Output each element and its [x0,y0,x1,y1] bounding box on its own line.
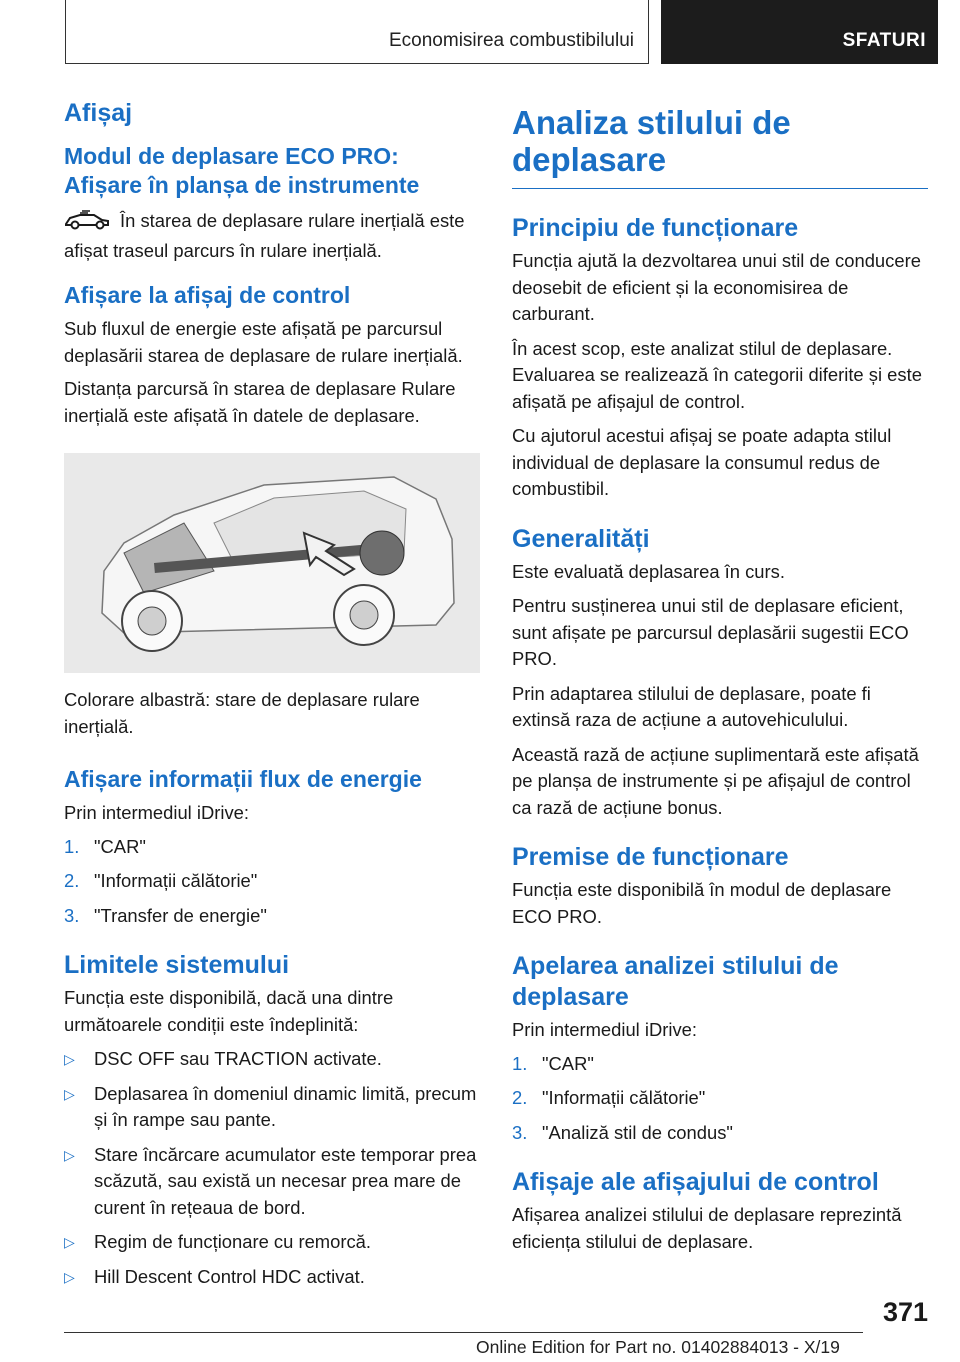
section-title: Economisirea combustibilului [389,30,634,51]
paragraph-general-3: Prin adaptarea stilului de deplasare, poate fi extinsă raza de acțiune a autovehiculului. [512,682,871,730]
car-drivetrain-illustration [64,453,480,673]
list-text: Hill Descent Control HDC activat. [94,1265,365,1287]
paragraph-eco-pro [64,208,480,264]
list-item [64,868,480,895]
paragraph-principle-3: Cu ajutorul acestui afișaj se poate adapta stilul individual de deplasare la consumul redus de combustibil. [512,425,892,499]
paragraph-control-2: Distanța parcursă în starea de deplasare Rulare inerțială este afișată în datele de deplasare. [64,378,456,426]
flux-steps-list [64,834,480,930]
triangle-right-icon: ▷ [64,1268,75,1285]
paragraph-afisaje: Afișarea analizei stilului de deplasare reprezintă eficiența stilului de deplasare. [512,1204,902,1252]
paragraph-premise: Funcția este disponibilă în modul de deplasare ECO PRO. [512,879,892,927]
heading-flux: Afișare informații flux de energie [64,766,422,792]
list-item [512,1085,928,1112]
paragraph-eco-pro-text: În starea de deplasare rulare inerțială este afișat traseul parcurs în rulare inerțială. [64,210,465,261]
header-section-box [65,0,649,64]
list-text: "CAR" [94,835,146,857]
paragraph-limits: Funcția este disponibilă, dacă una dintre următoarele condiții este îndeplinită: [64,987,394,1035]
chapter-tab [661,0,938,64]
list-item [64,1264,480,1291]
list-item [512,1051,928,1078]
list-number: 2. [64,870,80,891]
list-number: 3. [512,1121,528,1143]
paragraph-control-1: Sub fluxul de energie este afișată pe parcursul deplasării starea de deplasare de rulare inerțială. [64,318,463,366]
list-item [64,1142,480,1222]
paragraph-principle-1: Funcția ajută la dezvoltarea unui stil de conducere deosebit de eficient și la economisirea de carburant. [512,250,921,324]
triangle-right-icon: ▷ [64,1051,75,1067]
list-item [64,834,480,861]
list-text: Deplasarea în domeniul dinamic limită, precum și în rampe sau pante. [94,1082,477,1130]
heading-eco-pro: Modul de deplasare ECO PRO: Afișare în planșa de instrumente [64,143,420,198]
apelare-steps-list [512,1051,928,1147]
list-text: "Analiză stil de condus" [542,1121,733,1143]
list-text: "Transfer de energie" [94,904,267,926]
car-coasting-icon [64,210,112,238]
triangle-right-icon: ▷ [64,1085,75,1102]
list-number: 2. [512,1087,528,1108]
list-text: "Informații călătorie" [94,870,258,891]
heading-premise: Premise de funcționare [512,843,789,871]
list-number: 3. [64,904,80,926]
list-item [64,1229,480,1256]
image-caption: Colorare albastră: stare de deplasare rulare inerțială. [64,689,420,737]
heading-limits: Limitele sistemului [64,951,290,979]
heading-main-title: Analiza stilului de deplasare [512,104,791,178]
heading-principle: Principiu de funcționare [512,214,799,242]
heading-general: Generalități [512,524,650,553]
paragraph-general-4: Această rază de acțiune suplimentară este afișată pe planșa de instrumente și pe afișajul de control ca rază de acțiune bonus. [512,743,919,818]
heading-afisaj: Afișaj [64,99,133,127]
list-text: Stare încărcare acumulator este temporar prea scăzută, sau există un necesar prea mare de curent în rețeaua de bord. [94,1143,477,1218]
right-column [512,104,928,1255]
title-rule [512,188,928,189]
triangle-right-icon: ▷ [64,1234,75,1250]
heading-afisaje: Afișaje ale afișajului de control [512,1168,879,1196]
left-column [64,98,480,1290]
page-number: 371 [882,1297,928,1327]
chapter-tab-label: SFATURI [842,30,926,51]
list-item [64,903,480,930]
triangle-right-icon: ▷ [64,1146,75,1163]
paragraph-general-1: Este evaluată deplasarea în curs. [512,560,785,582]
list-text: "Informații călătorie" [542,1087,706,1108]
paragraph-principle-2: În acest scop, este analizat stilul de deplasare. Evaluarea se realizează în categorii diferite și este afișată pe afișajul de control. [512,337,922,412]
list-text: "CAR" [542,1052,594,1074]
footer-edition: Online Edition for Part no. 01402884013 - X/19 [476,1337,840,1357]
limits-list [64,1046,480,1290]
paragraph-flux: Prin intermediul iDrive: [64,802,249,823]
list-text: DSC OFF sau TRACTION activate. [94,1048,382,1069]
heading-control: Afișare la afișaj de control [64,282,351,308]
footer-rule [64,1332,863,1333]
paragraph-general-2: Pentru susținerea unui stil de deplasare eficient, sunt afișate pe parcursul deplasării sugestii ECO PRO. [512,595,909,669]
heading-apelare: Apelarea analizei stilului de deplasare [512,952,839,1011]
paragraph-apelare: Prin intermediul iDrive: [512,1019,697,1040]
list-text: Regim de funcționare cu remorcă. [94,1231,372,1252]
list-item [64,1046,480,1073]
list-number: 1. [64,835,80,857]
list-item [64,1081,480,1134]
list-item [512,1120,928,1147]
list-number: 1. [512,1052,528,1074]
